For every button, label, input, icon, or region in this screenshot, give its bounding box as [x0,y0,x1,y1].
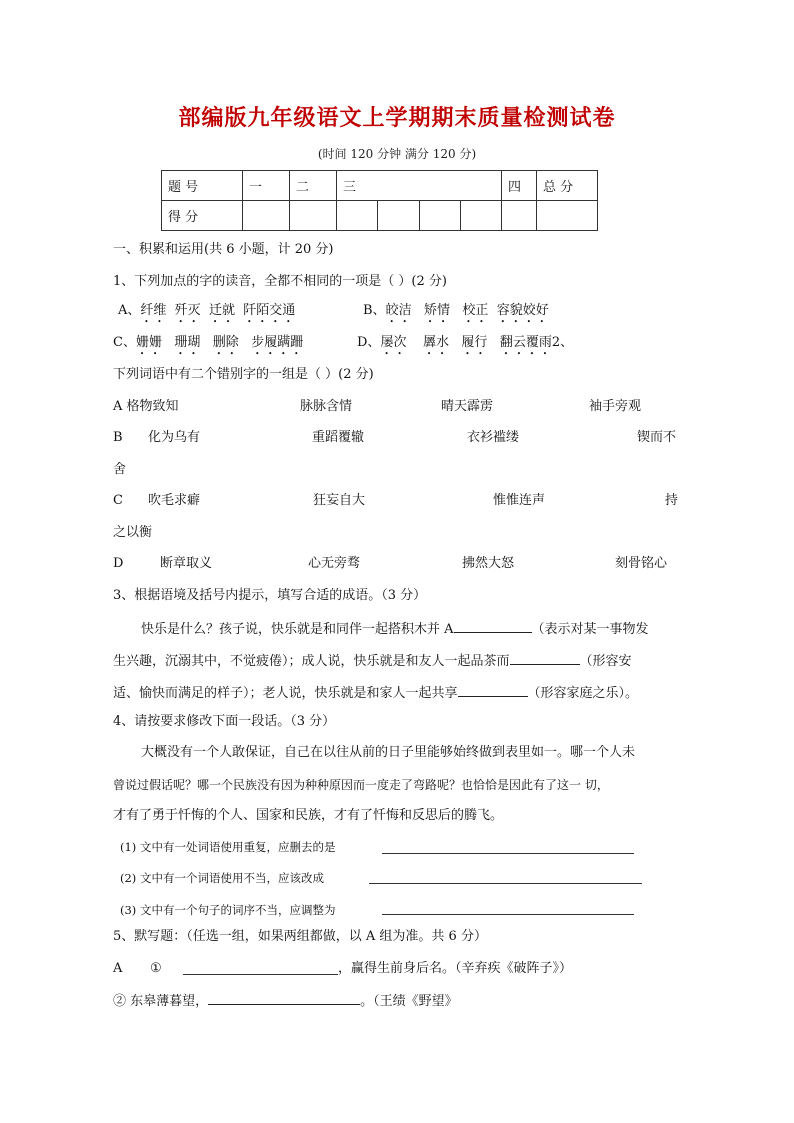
score-cell-part1: 一 [243,171,290,201]
option-word: 校正 [462,303,489,318]
paragraph-text: 生兴趣，沉溺其中，不觉疲倦）；成人说，快乐就是和友人一起品茶而 [113,654,510,669]
score-blank [502,201,537,231]
question-4-paragraph-line-1: 大概没有一个人敢保证，自己在以往从前的日子里能够始终做到表里如一。哪一个人未 [141,745,636,760]
question-2-option-a-label: A 格物致知 [113,399,179,414]
score-blank [290,201,337,231]
answer-blank[interactable] [510,652,580,665]
question-3-line-3 [113,684,638,702]
option-word: 删除 [212,335,239,350]
question-1-stem: 1、下列加点的字的读音，全都不相同的一项是（ ）(2 分) [113,274,447,289]
option-word: 羼水 [422,335,449,350]
answer-line[interactable] [183,961,338,975]
option-word: 纤维 [140,303,167,318]
score-blank [537,201,598,231]
option-label: A、 [118,303,141,318]
question-4-subquestion-3: (3) 文中有一个句子的词序不当，应调整为 [120,903,336,917]
option-word-continuation: 舍 [113,462,127,477]
section-heading: 一、积累和运用(共 6 小题，计 20 分) [113,242,334,257]
option-word-continuation: 之以衡 [113,525,153,540]
answer-blank[interactable] [208,992,360,1005]
option-word: 狂妄自大 [313,493,366,508]
option-word: 姗姗 [135,335,162,350]
paragraph-text: （形容家庭之乐）。 [527,686,639,701]
question-3-line-1 [141,620,649,638]
paragraph-text: 适、愉快而满足的样子）；老人说，快乐就是和家人一起共享 [113,686,458,701]
score-cell-part2: 二 [290,171,337,201]
option-label: D、 [357,335,381,350]
option-word: 衣衫褴缕 [467,430,520,445]
option-word: 化为乌有 [148,430,201,445]
question-2-number: 2、 [551,335,574,350]
option-word: 歼灭 [174,303,201,318]
score-blank [243,201,290,231]
page-title: 部编版九年级语文上学期期末质量检测试卷 [178,105,616,131]
question-2-option-b-label: B [113,430,123,445]
option-word: 珊瑚 [174,335,201,350]
option-label: B、 [363,303,386,318]
option-word: 吹毛求癖 [148,493,201,508]
poem-text: ② 东皋薄暮望， [113,994,209,1009]
question-5-stem: 5、默写题：（任选一组，如果两组都做，以 A 组为准。共 6 分） [113,929,487,944]
option-word: 皎洁 [385,303,412,318]
paragraph-text: （形容安 [579,654,632,669]
question-1-option-d [357,335,573,358]
paragraph-text: 快乐是什么？孩子说，快乐就是和同伴一起搭积木并 A [141,622,454,637]
option-word: 心无旁骛 [308,556,361,571]
paragraph-text: （表示对某一事物发 [531,622,649,637]
score-table-header-row [162,171,598,201]
score-cell-label: 题 号 [162,171,243,201]
score-cell-total: 总 分 [537,171,598,201]
question-1-option-a [118,303,295,326]
option-word: 脉脉含情 [300,399,353,414]
option-word: 阡陌交通 [243,303,296,318]
question-3-line-2 [113,652,632,670]
answer-blank[interactable] [454,620,532,633]
option-word: 惟惟连声 [493,493,546,508]
option-label: C、 [113,335,136,350]
question-5-item-2 [113,992,458,1010]
question-3-stem: 3、根据语境及括号内提示，填写合适的成语。（3 分） [113,588,427,603]
option-word: 翻云覆雨 [499,335,552,350]
score-table-score-row [162,201,598,231]
score-row-label: 得 分 [162,201,243,231]
score-blank [337,201,378,231]
score-blank [419,201,460,231]
option-word: 矫情 [423,303,450,318]
answer-line[interactable] [382,901,634,915]
option-word: 锲而不 [637,430,677,445]
score-cell-part3: 三 [337,171,502,201]
answer-line[interactable] [382,840,634,854]
option-word: 断章取义 [160,556,213,571]
score-blank [460,201,501,231]
question-1-option-b [363,303,549,326]
option-word: 容貌姣好 [496,303,549,318]
option-word: 步履蹒跚 [251,335,304,350]
option-word: 迁就 [208,303,235,318]
question-4-paragraph-line-3: 才有了勇于忏悔的个人、国家和民族，才有了忏悔和反思后的腾飞。 [113,808,504,823]
question-4-paragraph-line-2: 曾说过假话呢？哪一个民族没有因为种种原因而一度走了弯路呢？也恰恰是因此有了这一 切， [113,778,609,792]
option-word: 重蹈覆辙 [312,430,365,445]
score-blank [378,201,419,231]
option-word: 屡次 [380,335,407,350]
option-word: 袖手旁观 [589,399,642,414]
option-word: 刻骨铭心 [615,556,668,571]
option-word: 晴天霹雳 [441,399,494,414]
poem-text: 。（王绩《野望》 [360,994,458,1009]
option-word: 履行 [461,335,488,350]
question-2-option-c-label: C [113,493,123,508]
question-4-subquestion-2: (2) 文中有一个词语使用不当，应该改成 [120,871,324,885]
option-word: 拂然大怒 [462,556,515,571]
answer-blank[interactable] [458,684,528,697]
question-4-subquestion-1: (1) 文中有一处词语使用重复，应删去的是 [120,840,336,854]
question-5-group-a-label: A [113,961,123,976]
question-4-stem: 4、请按要求修改下面一段话。（3 分） [113,714,336,729]
option-word: 持 [665,493,679,508]
question-5-item-1-text: ，赢得生前身后名。（辛弃疾《破阵子》） [338,961,573,976]
question-2-option-d-label: D [113,556,124,571]
exam-info: (时间 120 分钟 满分 120 分) [317,147,477,161]
score-cell-part4: 四 [502,171,537,201]
question-1-option-c [113,335,303,358]
question-5-item-1-number: ① [150,961,162,976]
question-2-stem: 下列词语中有二个错别字的一组是（ ）(2 分) [113,367,374,382]
score-table [161,170,598,231]
answer-line[interactable] [369,870,642,884]
